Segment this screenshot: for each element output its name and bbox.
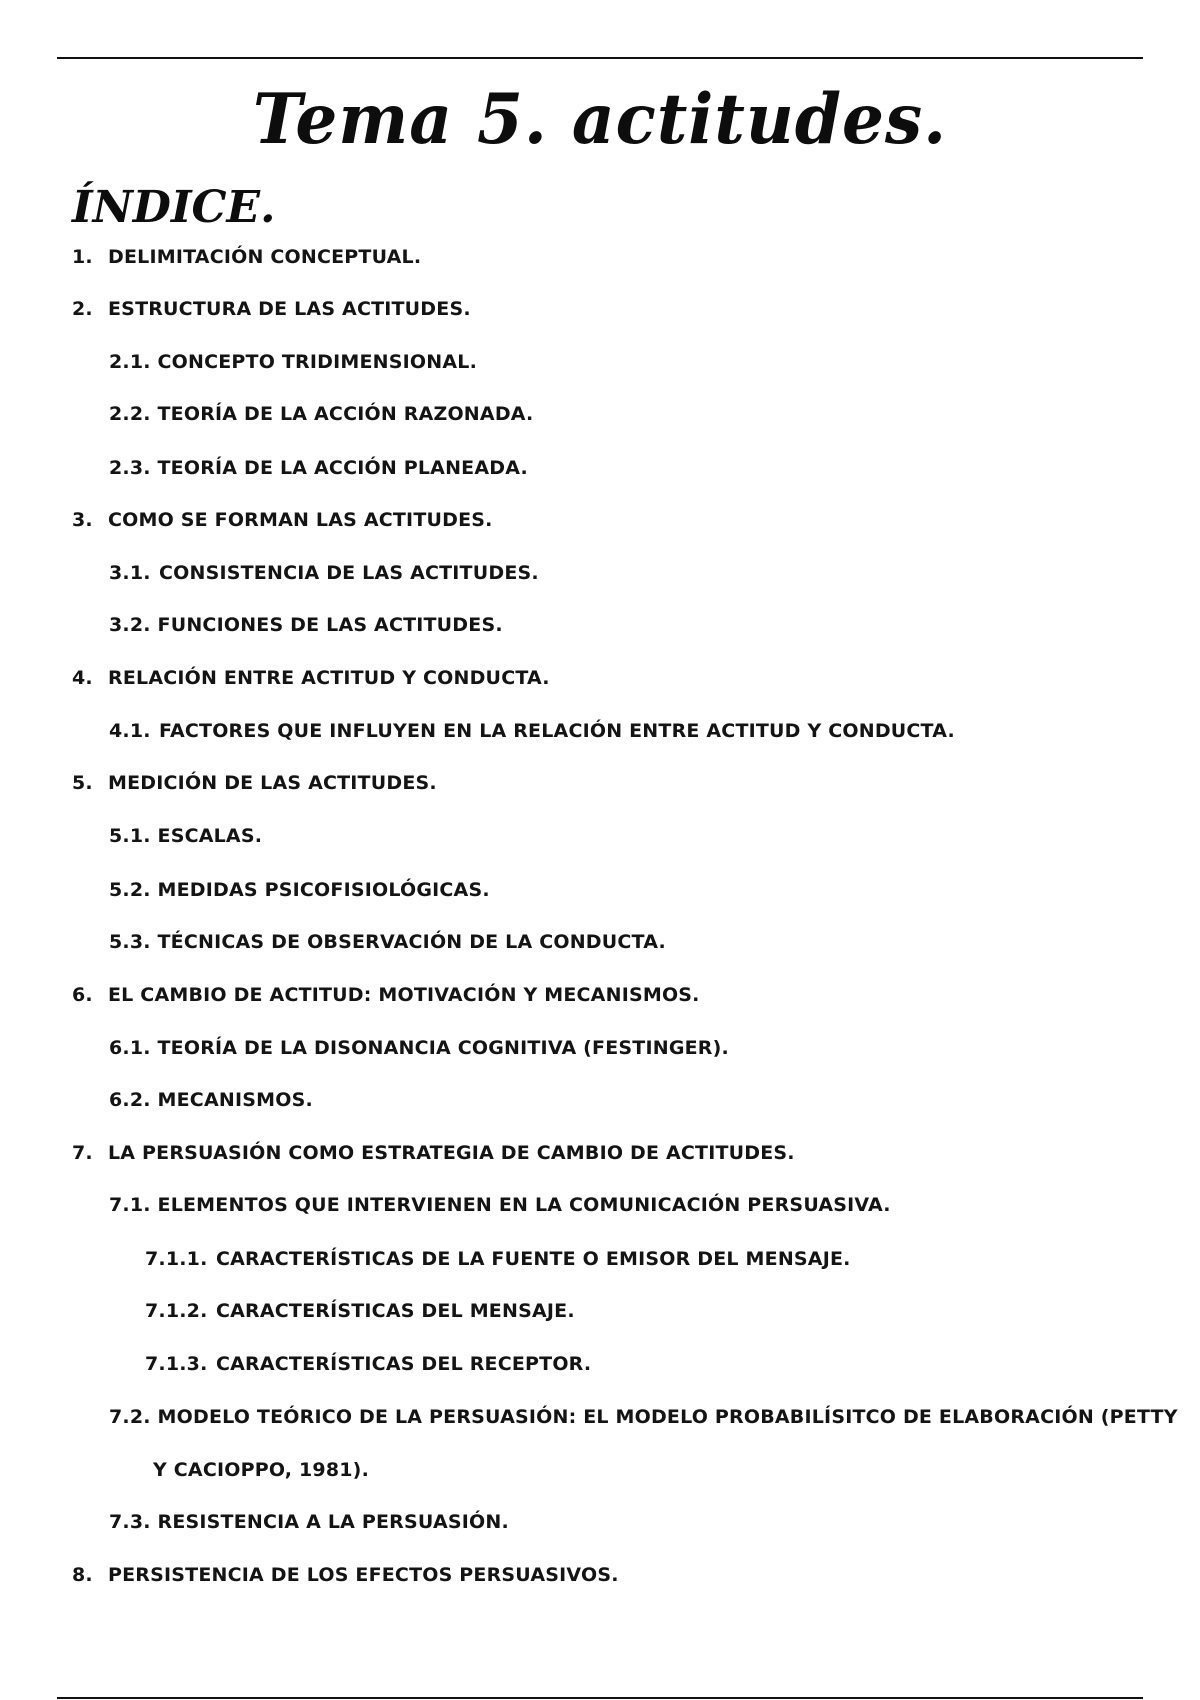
- toc-entry: [145, 1300, 575, 1322]
- toc-entry: [72, 509, 493, 531]
- toc-entry-text: TÉCNICAS DE OBSERVACIÓN DE LA CONDUCTA.: [157, 931, 666, 953]
- toc-entry: [145, 1248, 851, 1270]
- toc-entry-number: 7.1.2.: [145, 1300, 208, 1322]
- toc-entry: [72, 667, 550, 689]
- toc-entry-number: 2.1.: [109, 351, 151, 373]
- toc-entry-text: CARACTERÍSTICAS DEL MENSAJE.: [216, 1300, 575, 1322]
- toc-entry-text: TEORÍA DE LA DISONANCIA COGNITIVA (FESTINGER).: [157, 1037, 729, 1059]
- toc-entry: [109, 825, 262, 847]
- bottom-rule: [57, 1697, 1143, 1699]
- toc-entry-number: 5.2.: [109, 879, 151, 901]
- toc-entry: [109, 931, 666, 953]
- toc-entry-number: 4.1.: [109, 720, 151, 742]
- toc-entry-number: 4.: [72, 667, 93, 689]
- toc-entry: [109, 1089, 313, 1111]
- toc-entry-text: EL CAMBIO DE ACTITUD: MOTIVACIÓN Y MECANISMOS.: [108, 984, 700, 1006]
- toc-entry-text: MECANISMOS.: [157, 1089, 313, 1111]
- toc-entry-number: 7.2.: [109, 1406, 151, 1428]
- toc-entry: [72, 1564, 619, 1586]
- toc-entry-number: 6.: [72, 984, 93, 1006]
- toc-entry-text: RESISTENCIA A LA PERSUASIÓN.: [157, 1511, 509, 1533]
- toc-entry-text: FUNCIONES DE LAS ACTITUDES.: [157, 614, 503, 636]
- toc-entry-text: ESTRUCTURA DE LAS ACTITUDES.: [108, 298, 471, 320]
- toc-entry: [109, 879, 490, 901]
- toc-entry-text: CARACTERÍSTICAS DEL RECEPTOR.: [216, 1353, 592, 1375]
- toc-entry-number: 7.3.: [109, 1511, 151, 1533]
- toc-entry-text: CONCEPTO TRIDIMENSIONAL.: [157, 351, 478, 373]
- toc-entry: [72, 772, 437, 794]
- toc-entry: [109, 1194, 891, 1216]
- toc-entry-number: 7.1.: [109, 1194, 151, 1216]
- index-heading: ÍNDICE.: [72, 182, 276, 233]
- toc-entry-text: LA PERSUASIÓN COMO ESTRATEGIA DE CAMBIO DE ACTITUDES.: [108, 1142, 795, 1164]
- toc-entry: [109, 720, 955, 742]
- toc-entry-text: Y CACIOPPO, 1981).: [153, 1459, 369, 1481]
- document-title: Tema 5. actitudes.: [252, 78, 948, 160]
- toc-entry: [109, 562, 539, 584]
- toc-entry-number: 2.3.: [109, 457, 151, 479]
- toc-entry-number: 5.: [72, 772, 93, 794]
- toc-entry: [72, 1142, 795, 1164]
- toc-entry-text: PERSISTENCIA DE LOS EFECTOS PERSUASIVOS.: [108, 1564, 619, 1586]
- toc-entry: [109, 351, 477, 373]
- toc-entry-text: CONSISTENCIA DE LAS ACTITUDES.: [159, 562, 539, 584]
- toc-entry-text: TEORÍA DE LA ACCIÓN PLANEADA.: [157, 457, 528, 479]
- toc-entry-text: ESCALAS.: [157, 825, 263, 847]
- toc-entry-number: 7.1.1.: [145, 1248, 208, 1270]
- toc-entry-text: MEDICIÓN DE LAS ACTITUDES.: [108, 772, 437, 794]
- toc-entry-number: 5.3.: [109, 931, 151, 953]
- toc-entry-number: 3.1.: [109, 562, 151, 584]
- toc-entry-text: ELEMENTOS QUE INTERVIENEN EN LA COMUNICACIÓN PERSUASIVA.: [157, 1194, 891, 1216]
- toc-entry-number: 3.: [72, 509, 93, 531]
- toc-entry: [109, 457, 528, 479]
- toc-entry: [109, 614, 503, 636]
- toc-entry: [109, 1037, 729, 1059]
- toc-entry-text: FACTORES QUE INFLUYEN EN LA RELACIÓN ENTRE ACTITUD Y CONDUCTA.: [159, 720, 955, 742]
- toc-entry-number: 3.2.: [109, 614, 151, 636]
- toc-entry-continuation: [153, 1459, 369, 1481]
- toc-entry-text: MODELO TEÓRICO DE LA PERSUASIÓN: EL MODELO PROBABILÍSITCO DE ELABORACIÓN (PETTY: [157, 1406, 1178, 1428]
- toc-entry-text: DELIMITACIÓN CONCEPTUAL.: [108, 246, 422, 268]
- toc-entry-number: 6.2.: [109, 1089, 151, 1111]
- toc-entry: [72, 984, 700, 1006]
- toc-entry-number: 7.1.3.: [145, 1353, 208, 1375]
- toc-entry-number: 1.: [72, 246, 93, 268]
- toc-entry: [109, 1511, 509, 1533]
- toc-entry: [145, 1353, 591, 1375]
- toc-entry-number: 6.1.: [109, 1037, 151, 1059]
- toc-entry-text: CARACTERÍSTICAS DE LA FUENTE O EMISOR DEL MENSAJE.: [216, 1248, 851, 1270]
- toc-entry: [109, 403, 533, 425]
- toc-entry-text: TEORÍA DE LA ACCIÓN RAZONADA.: [157, 403, 534, 425]
- toc-entry-number: 2.2.: [109, 403, 151, 425]
- toc-entry: [72, 298, 471, 320]
- toc-entry-number: 8.: [72, 1564, 93, 1586]
- toc-entry-number: 2.: [72, 298, 93, 320]
- toc-entry: [72, 246, 421, 268]
- toc-entry-text: COMO SE FORMAN LAS ACTITUDES.: [108, 509, 493, 531]
- toc-entry-text: RELACIÓN ENTRE ACTITUD Y CONDUCTA.: [108, 667, 550, 689]
- toc-entry-number: 7.: [72, 1142, 93, 1164]
- toc-entry-number: 5.1.: [109, 825, 151, 847]
- toc-entry-text: MEDIDAS PSICOFISIOLÓGICAS.: [157, 879, 490, 901]
- toc-entry: [109, 1406, 1178, 1428]
